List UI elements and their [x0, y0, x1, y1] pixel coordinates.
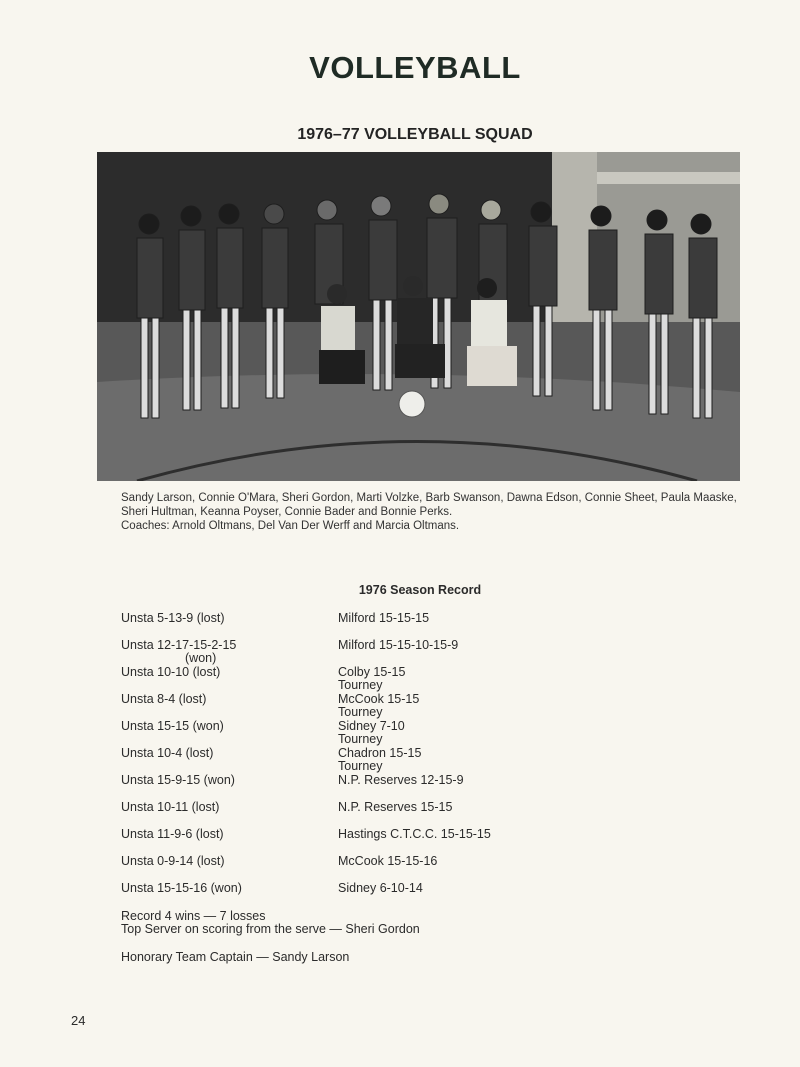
- team-captain: Honorary Team Captain — Sandy Larson: [121, 950, 350, 964]
- game-result-opponent: [338, 639, 458, 652]
- opponent-score: N.P. Reserves 15-15: [338, 800, 453, 814]
- game-result-unsta: [121, 720, 224, 733]
- game-result-unsta: [121, 639, 236, 665]
- caption-coaches: Coaches: Arnold Oltmans, Del Van Der Werff and Marcia Oltmans.: [121, 520, 460, 532]
- tourney-label: Tourney: [338, 705, 383, 719]
- game-result-unsta: [121, 801, 219, 814]
- opponent-score: Sidney 6-10-14: [338, 881, 423, 895]
- game-score: Unsta 8-4 (lost): [121, 692, 207, 706]
- game-result-opponent: [338, 882, 423, 895]
- opponent-score: Chadron 15-15: [338, 746, 422, 760]
- opponent-score: McCook 15-15: [338, 692, 420, 706]
- opponent-score: McCook 15-15-16: [338, 854, 438, 868]
- game-score: Unsta 12-17-15-2-15: [121, 638, 237, 652]
- game-result-opponent: [338, 720, 405, 746]
- game-result-unsta: [121, 747, 213, 760]
- game-outcome: (won): [185, 651, 217, 665]
- game-result-unsta: [121, 666, 220, 679]
- game-score: Unsta 5-13-9 (lost): [121, 611, 225, 625]
- game-score: Unsta 10-10 (lost): [121, 665, 221, 679]
- tourney-label: Tourney: [338, 759, 383, 773]
- game-result-opponent: [338, 612, 429, 625]
- squad-title: 1976–77 VOLLEYBALL SQUAD: [297, 126, 533, 143]
- game-score: Unsta 15-15 (won): [121, 719, 224, 733]
- game-score: Unsta 10-4 (lost): [121, 746, 214, 760]
- photo-caption: [121, 491, 741, 533]
- game-result-unsta: [121, 855, 225, 868]
- game-result-opponent: [338, 828, 491, 841]
- game-result-opponent: [338, 666, 405, 692]
- game-result-unsta: [121, 774, 235, 787]
- caption-line: Sheri Hultman, Keanna Poyser, Connie Bader and Bonnie Perks.: [121, 506, 453, 518]
- game-result-opponent: [338, 801, 452, 814]
- game-result-opponent: [338, 693, 419, 719]
- game-result-unsta: [121, 612, 225, 625]
- game-result-opponent: [338, 747, 421, 773]
- game-result-unsta: [121, 693, 206, 706]
- game-score: Unsta 15-9-15 (won): [121, 773, 235, 787]
- game-score: Unsta 11-9-6 (lost): [121, 827, 224, 841]
- page-number: 24: [71, 1013, 86, 1028]
- page-title: VOLLEYBALL: [309, 50, 521, 85]
- opponent-score: Sidney 7-10: [338, 719, 405, 733]
- opponent-score: Milford 15-15-15: [338, 611, 430, 625]
- tourney-label: Tourney: [338, 678, 383, 692]
- game-score: Unsta 15-15-16 (won): [121, 881, 242, 895]
- season-record-title: 1976 Season Record: [358, 583, 482, 597]
- opponent-score: N.P. Reserves 12-15-9: [338, 773, 464, 787]
- opponent-score: Colby 15-15: [338, 665, 406, 679]
- game-score: Unsta 10-11 (lost): [121, 800, 220, 814]
- opponent-score: Milford 15-15-10-15-9: [338, 638, 459, 652]
- season-summary: Record 4 wins — 7 losses: [121, 909, 266, 923]
- game-result-opponent: [338, 855, 437, 868]
- team-photo: [97, 152, 740, 481]
- opponent-score: Hastings C.T.C.C. 15-15-15: [338, 827, 491, 841]
- game-score: Unsta 0-9-14 (lost): [121, 854, 225, 868]
- game-result-unsta: [121, 828, 224, 841]
- game-result-opponent: [338, 774, 464, 787]
- tourney-label: Tourney: [338, 732, 383, 746]
- game-result-unsta: [121, 882, 242, 895]
- caption-line: Sandy Larson, Connie O'Mara, Sheri Gordon, Marti Volzke, Barb Swanson, Dawna Edson, Connie Sheet, Paula Maaske,: [121, 492, 737, 504]
- team-photo-illustration: [97, 152, 740, 481]
- top-server: Top Server on scoring from the serve — Sheri Gordon: [121, 922, 420, 936]
